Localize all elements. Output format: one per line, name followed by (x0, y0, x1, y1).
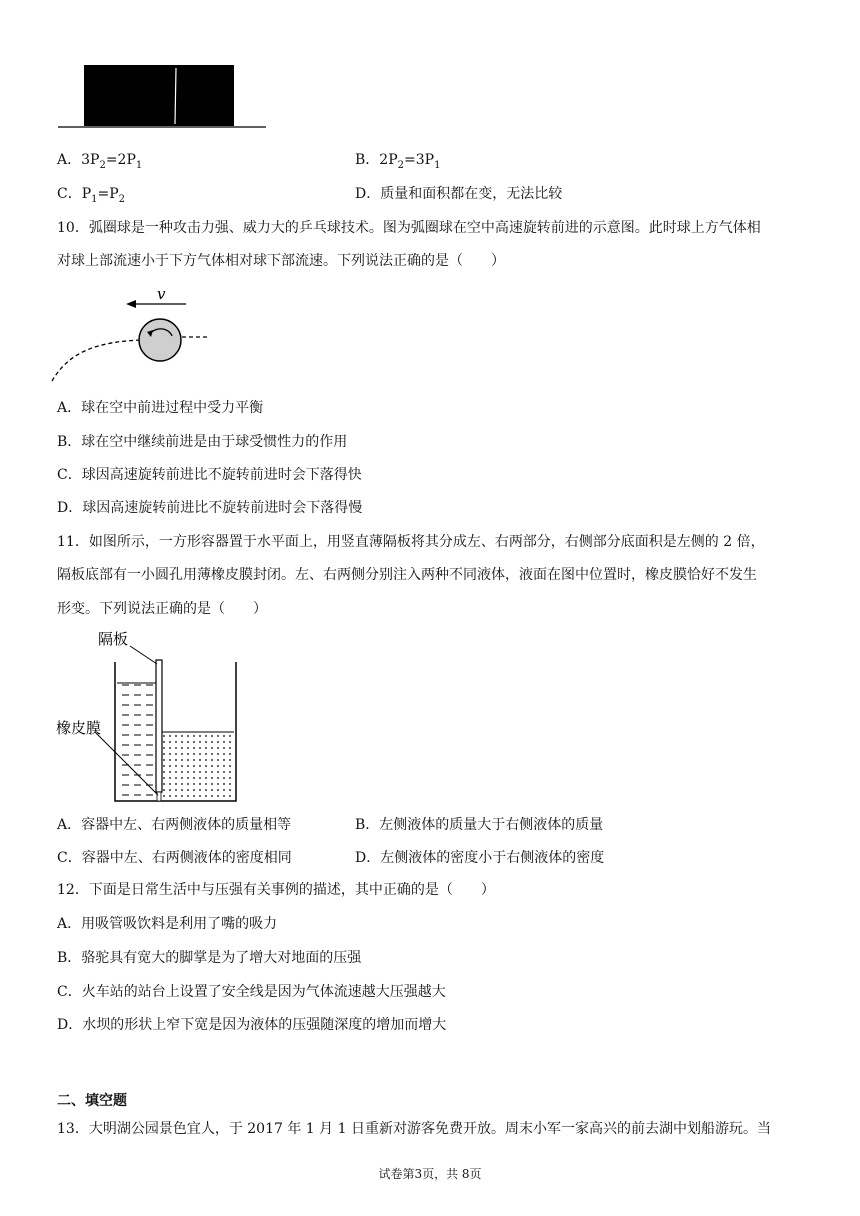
black-block (84, 65, 234, 126)
q12-option-b: B．骆驼具有宽大的脚掌是为了增大对地面的压强 (57, 950, 362, 966)
q12-option-c: C．火车站的站台上设置了安全线是因为气体流速越大压强越大 (57, 984, 446, 1000)
q11-stem-line3: 形变。下列说法正确的是（ ） (57, 601, 267, 617)
q11-option-d: D．左侧液体的密度小于右侧液体的密度 (355, 850, 605, 866)
section-heading: 二、填空题 (57, 1093, 127, 1109)
membrane-label: 橡皮膜 (56, 719, 102, 737)
right-liquid (162, 732, 234, 800)
q9-option-d: D．质量和面积都在变，无法比较 (355, 186, 563, 202)
q10-stem-line2: 对球上部流速小于下方气体相对球下部流速。下列说法正确的是（ ） (57, 253, 505, 269)
partition-leader (130, 646, 157, 664)
q11-stem-line2: 隔板底部有一小圆孔用薄橡皮膜封闭。左、右两侧分别注入两种不同液体，液面在图中位置时，橡皮膜恰好不发生 (57, 567, 757, 583)
membrane (157, 792, 161, 801)
q10-stem-line1: 10．弧圈球是一种攻击力强、威力大的乒乓球技术。图为弧圈球在空中高速旋转前进的示意图。此时球上方气体相 (57, 220, 761, 236)
partition (156, 660, 162, 792)
q11-option-c: C．容器中左、右两侧液体的密度相同 (57, 850, 292, 866)
q12-stem: 12．下面是日常生活中与压强有关事例的描述，其中正确的是（ ） (57, 882, 495, 898)
q11-option-b: B．左侧液体的质量大于右侧液体的质量 (355, 817, 604, 833)
ball (139, 319, 181, 361)
velocity-label: v (157, 285, 166, 303)
left-liquid (117, 683, 156, 800)
q9-option-b: B．$2P_2=3P_1$ (355, 152, 441, 171)
q10-option-d: D．球因高速旋转前进比不旋转前进时会下落得慢 (57, 500, 363, 516)
page-footer: 试卷第3页，共 8页 (378, 1167, 482, 1181)
spinning-ball-figure (0, 280, 860, 400)
trajectory-curve (52, 340, 140, 381)
q11-stem-line1: 11．如图所示，一方形容器置于水平面上，用竖直薄隔板将其分成左、右两部分，右侧部分底面积是左侧的 2 倍， (57, 534, 765, 550)
q10-option-a: A．球在空中前进过程中受力平衡 (57, 400, 264, 416)
q10-option-c: C．球因高速旋转前进比不旋转前进时会下落得快 (57, 467, 362, 483)
container-figure (0, 620, 860, 820)
q13-stem-line1: 13．大明湖公园景色宜人，于 2017 年 1 月 1 日重新对游客免费开放。周末小军一家高兴的前去湖中划船游玩。当 (57, 1121, 771, 1137)
block-figure (0, 0, 860, 140)
q12-option-a: A．用吸管吸饮料是利用了嘴的吸力 (57, 916, 278, 932)
q12-option-d: D．水坝的形状上窄下宽是因为液体的压强随深度的增加而增大 (57, 1017, 447, 1033)
q9-option-c: C．$P_1=P_2$ (57, 186, 126, 205)
q9-option-a: A．$3P_2=2P_1$ (57, 152, 143, 171)
partition-label: 隔板 (98, 630, 129, 648)
q11-option-a: A．容器中左、右两侧液体的质量相等 (57, 817, 292, 833)
q10-option-b: B．球在空中继续前进是由于球受惯性力的作用 (57, 434, 348, 450)
velocity-arrowhead-icon (126, 300, 136, 308)
